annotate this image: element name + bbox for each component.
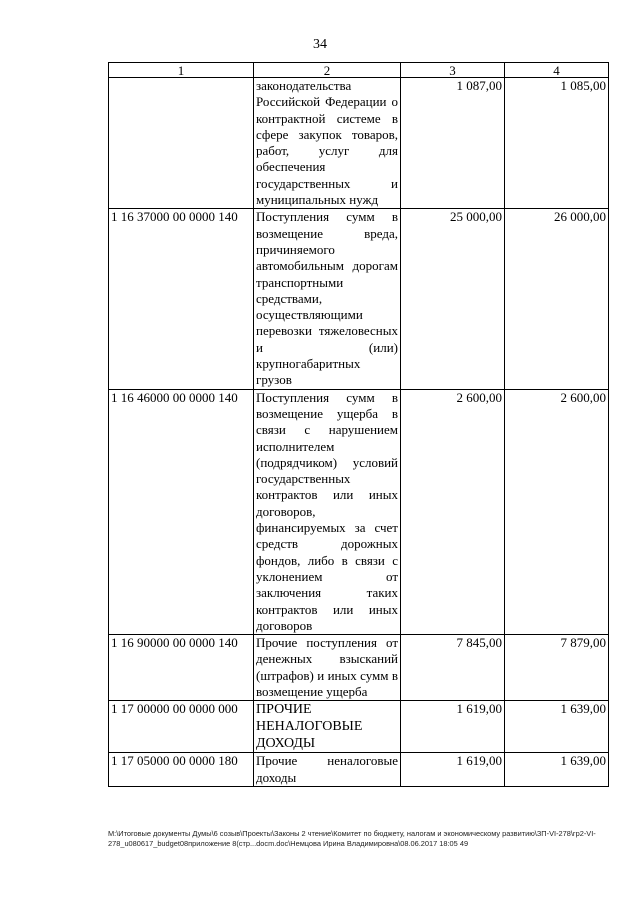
row-code: 1 16 46000 00 0000 140 <box>109 389 254 634</box>
row-value-col3: 1 619,00 <box>401 701 505 753</box>
row-value-col4: 1 639,00 <box>505 753 609 787</box>
row-code <box>109 78 254 209</box>
row-value-col4: 7 879,00 <box>505 635 609 701</box>
row-value-col3: 2 600,00 <box>401 389 505 634</box>
document-path-footer: М:\Итоговые документы Думы\6 созыв\Проекты\Законы 2 чтение\Комитет по бюджету, налогам и экономическому развитию\ЗП-VI-278\гр2-VI-278_u080617_budget08приложение 8(стр...docm.doc\Немцова Ирина Владимировна\08.06.2017 18:05 49 <box>108 829 596 848</box>
header-col-4: 4 <box>505 63 609 78</box>
header-col-1: 1 <box>109 63 254 78</box>
row-code: 1 17 05000 00 0000 180 <box>109 753 254 787</box>
row-value-col3: 7 845,00 <box>401 635 505 701</box>
row-code: 1 16 37000 00 0000 140 <box>109 209 254 389</box>
row-name: ПРОЧИЕ НЕНАЛОГОВЫЕ ДОХОДЫ <box>254 701 401 753</box>
row-name: законодательства Российской Федерации о контрактной системе в сфере закупок товаров, работ, услуг для обеспечения государственных и муниципальных нужд <box>254 78 401 209</box>
row-code: 1 16 90000 00 0000 140 <box>109 635 254 701</box>
table-header-row <box>109 63 609 78</box>
header-col-3: 3 <box>401 63 505 78</box>
row-name: Прочие поступления от денежных взысканий (штрафов) и иных сумм в возмещение ущерба <box>254 635 401 701</box>
table-row <box>109 389 609 634</box>
row-name: Поступления сумм в возмещение вреда, причиняемого автомобильным дорогам транспортными средствами, осуществляющими перевозки тяжеловесных и (или) крупногабаритных грузов <box>254 209 401 389</box>
row-value-col4: 2 600,00 <box>505 389 609 634</box>
row-value-col3: 1 619,00 <box>401 753 505 787</box>
row-value-col3: 25 000,00 <box>401 209 505 389</box>
row-value-col3: 1 087,00 <box>401 78 505 209</box>
row-name: Прочие неналоговые доходы <box>254 753 401 787</box>
row-value-col4: 1 639,00 <box>505 701 609 753</box>
table-row <box>109 753 609 787</box>
row-value-col4: 1 085,00 <box>505 78 609 209</box>
header-col-2: 2 <box>254 63 401 78</box>
page-number: 34 <box>313 37 327 52</box>
table-row <box>109 701 609 753</box>
budget-table <box>108 62 609 787</box>
table-row <box>109 209 609 389</box>
table-row <box>109 78 609 209</box>
table-row <box>109 635 609 701</box>
row-name: Поступления сумм в возмещение ущерба в связи с нарушением исполнителем (подрядчиком) условий государственных контрактов или иных договоров, финансируемых за счет средств дорожных фондов, либо в связи с уклонением от заключения таких контрактов или иных договоров <box>254 389 401 634</box>
row-value-col4: 26 000,00 <box>505 209 609 389</box>
row-code: 1 17 00000 00 0000 000 <box>109 701 254 753</box>
